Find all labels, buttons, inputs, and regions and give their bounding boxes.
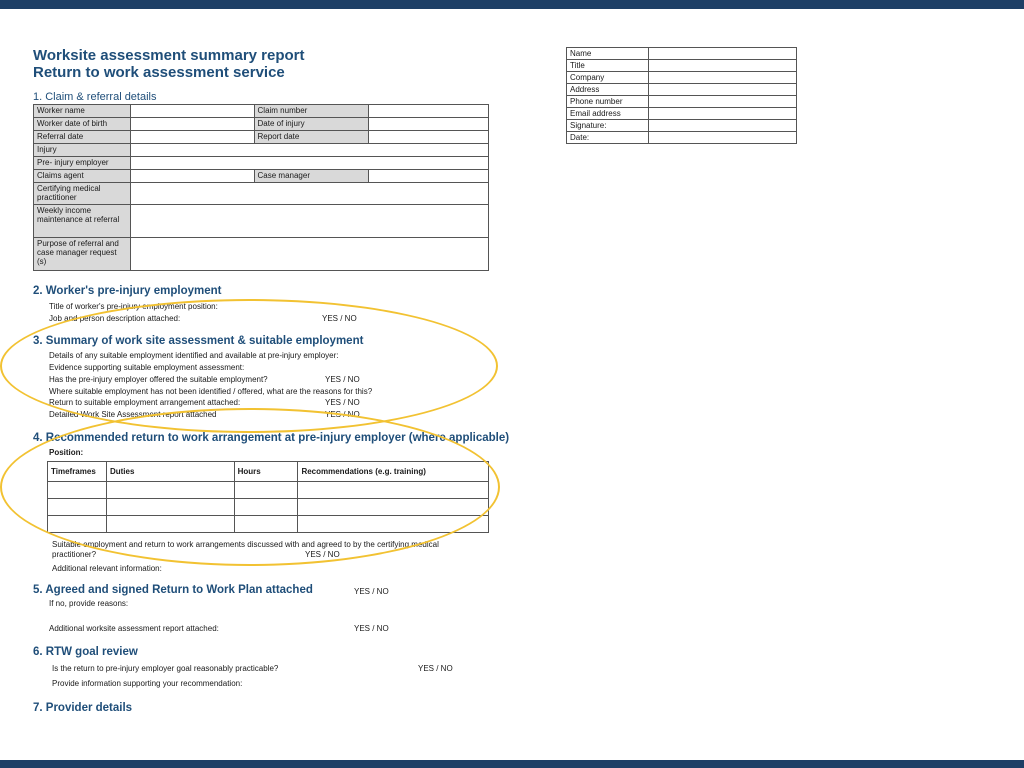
s5-yes-no[interactable]: YES / NO: [354, 587, 389, 596]
section-1-heading: 1. Claim & referral details: [33, 91, 157, 103]
label-pre-injury-employer: Pre- injury employer: [34, 157, 131, 170]
field-case-manager[interactable]: [369, 170, 489, 183]
label-report-date: Report date: [254, 131, 369, 144]
label-certifying-practitioner: Certifying medical practitioner: [34, 183, 131, 205]
s4-position-label: Position:: [49, 448, 84, 457]
field-company[interactable]: [648, 72, 796, 84]
s5-additional-yes-no[interactable]: YES / NO: [354, 624, 389, 633]
label-email: Email address: [567, 108, 649, 120]
s5-reasons-text: If no, provide reasons:: [49, 599, 129, 608]
s4-yes-no[interactable]: YES / NO: [305, 550, 340, 559]
field-title[interactable]: [648, 60, 796, 72]
col-timeframes: Timeframes: [48, 462, 107, 482]
s2-position-title-text: Title of worker's pre-injury employment position:: [49, 302, 218, 311]
field-pre-injury-employer[interactable]: [130, 157, 488, 170]
s3-evidence-text: Evidence supporting suitable employment assessment:: [49, 363, 245, 372]
s4-practitioner-text: practitioner?: [52, 550, 97, 559]
label-purpose-of-referral: Purpose of referral and case manager request (s): [34, 238, 131, 271]
field-date-of-injury[interactable]: [369, 118, 489, 131]
field-weekly-income[interactable]: [130, 205, 488, 238]
s2-job-description-text: Job and person description attached:: [49, 314, 181, 323]
label-dob: Worker date of birth: [34, 118, 131, 131]
s3-offered-text: Has the pre-injury employer offered the suitable employment?: [49, 375, 268, 384]
field-injury[interactable]: [130, 144, 488, 157]
field-claim-number[interactable]: [369, 105, 489, 118]
label-referral-date: Referral date: [34, 131, 131, 144]
section-3-heading: 3. Summary of work site assessment & suitable employment: [33, 335, 364, 347]
section-4-heading: 4. Recommended return to work arrangement at pre-injury employer (where applicable): [33, 432, 510, 444]
s6-yes-no[interactable]: YES / NO: [418, 664, 453, 673]
s3-offered-yes-no[interactable]: YES / NO: [325, 375, 360, 384]
top-banner: [0, 0, 1024, 9]
label-weekly-income: Weekly income maintenance at referral: [34, 205, 131, 238]
s3-report-text: Detailed Work Site Assessment report attached: [49, 410, 217, 419]
s5-additional-report-text: Additional worksite assessment report attached:: [49, 624, 219, 633]
provider-details-table: [566, 47, 797, 144]
field-email[interactable]: [648, 108, 796, 120]
label-address: Address: [567, 84, 649, 96]
document-title: [33, 47, 305, 81]
s6-recommendation-text: Provide information supporting your recommendation:: [52, 679, 243, 688]
field-certifying-practitioner[interactable]: [130, 183, 488, 205]
field-report-date[interactable]: [369, 131, 489, 144]
label-date: Date:: [567, 132, 649, 144]
field-name[interactable]: [648, 48, 796, 60]
label-signature: Signature:: [567, 120, 649, 132]
label-claims-agent: Claims agent: [34, 170, 131, 183]
field-purpose-of-referral[interactable]: [130, 238, 488, 271]
field-referral-date[interactable]: [130, 131, 254, 144]
s3-arrangement-yes-no[interactable]: YES / NO: [325, 398, 360, 407]
section-2-heading: 2. Worker's pre-injury employment: [33, 285, 222, 297]
s6-goal-text: Is the return to pre-injury employer goal reasonably practicable?: [52, 664, 279, 673]
section-7-heading: 7. Provider details: [33, 702, 133, 714]
field-phone[interactable]: [648, 96, 796, 108]
s3-reasons-text: Where suitable employment has not been identified / offered, what are the reasons for this?: [49, 387, 373, 396]
label-case-manager: Case manager: [254, 170, 369, 183]
field-address[interactable]: [648, 84, 796, 96]
field-worker-name[interactable]: [130, 105, 254, 118]
field-dob[interactable]: [130, 118, 254, 131]
section-6-heading: 6. RTW goal review: [33, 646, 138, 658]
label-injury: Injury: [34, 144, 131, 157]
field-date[interactable]: [648, 132, 796, 144]
field-signature[interactable]: [648, 120, 796, 132]
col-duties: Duties: [106, 462, 234, 482]
label-company: Company: [567, 72, 649, 84]
claim-details-table: [33, 104, 489, 271]
s3-details-text: Details of any suitable employment identified and available at pre-injury employer:: [49, 351, 339, 360]
s3-arrangement-text: Return to suitable employment arrangement attached:: [49, 398, 241, 407]
label-name: Name: [567, 48, 649, 60]
field-claims-agent[interactable]: [130, 170, 254, 183]
bottom-banner: [0, 760, 1024, 768]
s3-report-yes-no[interactable]: YES / NO: [325, 410, 360, 419]
label-title: Title: [567, 60, 649, 72]
s4-discussed-text: Suitable employment and return to work arrangements discussed with and agreed to by the certifying medical: [52, 540, 439, 549]
title-line-1: Worksite assessment summary report: [33, 47, 305, 64]
s2-yes-no[interactable]: YES / NO: [322, 314, 357, 323]
section-5-heading: 5. Agreed and signed Return to Work Plan attached: [33, 584, 313, 596]
label-date-of-injury: Date of injury: [254, 118, 369, 131]
label-claim-number: Claim number: [254, 105, 369, 118]
highlight-oval-section-4: [0, 408, 500, 566]
s4-additional-info-text: Additional relevant information:: [52, 564, 162, 573]
label-phone: Phone number: [567, 96, 649, 108]
title-line-2: Return to work assessment service: [33, 64, 285, 81]
col-hours: Hours: [234, 462, 298, 482]
col-recommendations: Recommendations (e.g. training): [298, 462, 489, 482]
label-worker-name: Worker name: [34, 105, 131, 118]
